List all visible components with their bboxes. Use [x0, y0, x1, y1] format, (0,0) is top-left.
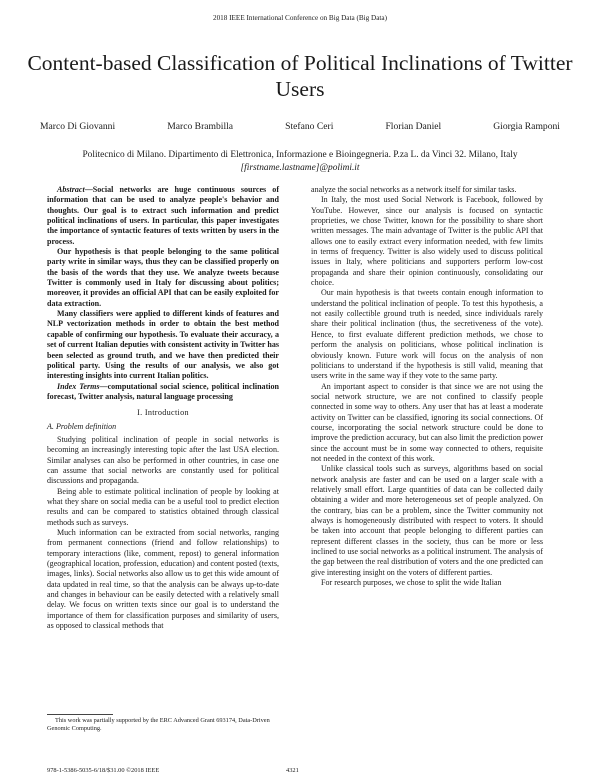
- abstract: [47, 185, 279, 402]
- conference-header: 2018 IEEE International Conference on Big Data (Big Data): [212, 14, 388, 22]
- body-paragraph: For research purposes, we chose to split the wide Italian: [321, 578, 502, 588]
- body-paragraph: Being able to estimate political inclination of people by looking at what they share on social media can be a useful tool to predict election results and can be compared to statistics obtained through classical methods such as surveys.: [47, 486, 279, 527]
- body-paragraph: Our main hypothesis is that tweets contain enough information to understand the political inclination of people. To test this hypothesis, a not easily collectible ground truth is needed, since individuals rarely share their political inclination (thus, the secretiveness of the vote). Hence, to first evaluate different prediction methods, we chose to perform the analysis on politicians, whose political inclination is obviously known. Future work will focus on the analysis of non politicians to understand if the hypothesis is still valid, meaning that users write in the same way if they vote to the same party.: [311, 288, 543, 381]
- right-column: [311, 185, 543, 588]
- paper-title: Content-based Classification of Political Inclinations of Twitter Users: [27, 51, 573, 101]
- footnote: This work was partially supported by the ERC Advanced Grant 693174, Data-Driven Genomic Computing.: [47, 717, 270, 732]
- index-terms-label: Index Terms: [57, 381, 100, 391]
- abstract-label: Abstract: [57, 185, 85, 194]
- abstract-paragraph: Our hypothesis is that people belonging to the same political party write in similar ways, thus they can be classified properly on the basis of the words that they use. We analyze tweets because Twitter is commonly used in Italy for discussing about politics; moreover, it provides an official API that can be easily exploited for data extraction.: [47, 247, 279, 308]
- body-paragraph: Unlike classical tools such as surveys, algorithms based on social network analysis are faster and can be used on a larger scale with a relatively small effort. Large quantities of data can be collected daily obtaining a wider and more heterogeneous set of people analyzed. On the contrary, bias can be a problem, since the Twitter community not always is homogeneously distributed with respect to voters. It should be taken into account that people belonging to different parties can represent different classes in the society, thus can be more or less inclined to use social networks as a political instrument. The analysis of the gap between the real distribution of voters and the one predicted can give interesting insight on the voters of different parties.: [311, 464, 543, 577]
- footnote-divider: [47, 714, 113, 715]
- author-email: [firstname.lastname]@polimi.it: [240, 163, 360, 173]
- affiliation-block: [20, 149, 580, 175]
- author-name: Marco Brambilla: [167, 121, 234, 132]
- abstract-paragraph: Many classifiers were applied to different kinds of features and NLP vectorization methods in order to obtain the best method capable of confirming our hypothesis. To evaluate their accuracy, a set of current Italian deputies with consistent activity in Twitter has been selected as ground truth, and we have then predicted their political party. Using the results of our analysis, we also got interesting insights into current Italian politics.: [47, 309, 279, 381]
- author-name: Marco Di Giovanni: [40, 121, 116, 132]
- author-name: Giorgia Ramponi: [493, 121, 560, 132]
- abstract-paragraph: Abstract—Social networks are huge continuous sources of information that can be used to analyze people's behavior and thoughts. Our goal is to extract such information and predict political inclinations of users. In particular, this paper investigates the importance of syntactic features of texts written by users in the process.: [47, 185, 279, 246]
- author-list: [40, 121, 560, 132]
- subsection-heading: A. Problem definition: [47, 421, 117, 431]
- page-number: 4321: [286, 767, 299, 774]
- author-name: Florian Daniel: [385, 121, 442, 132]
- body-paragraph: An important aspect to consider is that since we are not using the social network structure, we are not confined to classify people connected in some way to others. Any user that has at least a moderate activity on Twitter can be classified, ignoring its social connections. Of course, incorporating the social network structure could be done to improve the prediction accuracy, but can also limit the prediction power since the account must be in some way connected to others, requisite not needed in the context of this work.: [311, 381, 543, 463]
- body-paragraph: Studying political inclination of people in social networks is becoming an increasingly interesting topic after the last USA election. Similar analyses can also be performed in other countries, in case one can assume that social networks are constantly used for political discussions and propaganda.: [47, 434, 279, 486]
- body-paragraph: In Italy, the most used Social Network is Facebook, followed by YouTube. However, since our analysis is focused on syntactic proprieties, we chose Twitter, known for the possibility to share short written messages. The main advantage of Twitter is the public API that allows one to easily extract every information needed, with few limits in terms of frequency. Twitter is also widely used to discuss political issues in Italy, where politicians and supporters perform low-cost propaganda and share their opinion continuously, consolidating our choice.: [311, 195, 543, 288]
- body-paragraph: analyze the social networks as a network itself for similar tasks.: [311, 185, 517, 194]
- body-paragraph: Much information can be extracted from social networks, ranging from permanent connections (friend and follow relationships) to temporary interactions (like, comment, repost) to general information (geographical location, profession, education) and content posted (texts, images, links). Social networks also allow us to get this wide amount of data updated in real time, so that the analysis can be always up-to-date and changes in behaviour can be easily detected with a relatively small delay. We focus on written texts since our goal is to understand the importance of them for classification purposes and similarity of users, as opposed to classical methods that: [47, 528, 279, 631]
- author-name: Stefano Ceri: [285, 121, 334, 132]
- left-column: [47, 185, 279, 631]
- isbn-copyright: 978-1-5386-5035-6/18/$31.00 ©2018 IEEE: [47, 767, 160, 774]
- index-terms: Index Terms—computational social science, political inclination forecast, Twitter analysis, natural language processing: [47, 381, 279, 401]
- affiliation: Politecnico di Milano. Dipartimento di Elettronica, Informazione e Bioingegneria. P.za L. da Vinci 32. Milano, Italy: [82, 150, 518, 160]
- section-heading: I. Introduction: [137, 408, 189, 418]
